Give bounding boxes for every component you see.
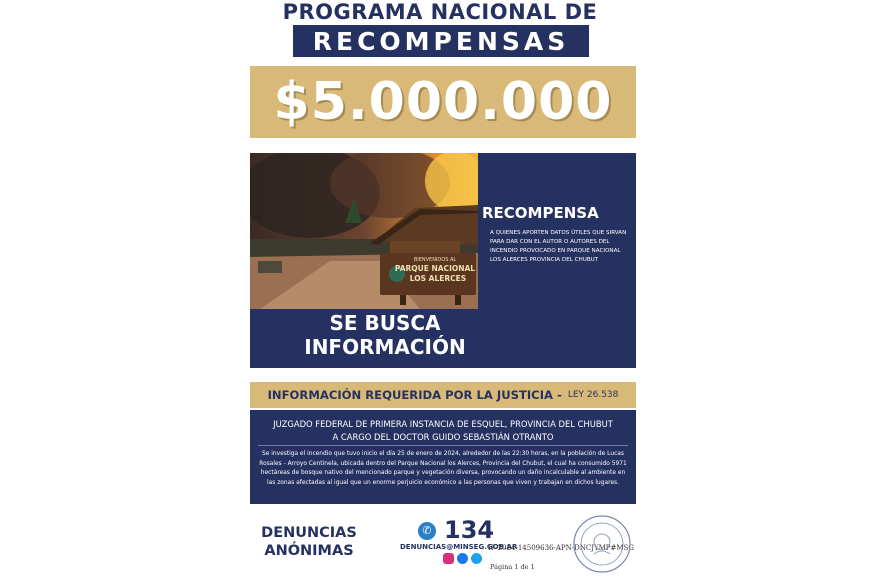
wanted-line-2: INFORMACIÓN bbox=[304, 335, 466, 359]
wanted-heading bbox=[250, 311, 520, 359]
reward-amount: $5.000.000 bbox=[273, 72, 613, 132]
program-title: PROGRAMA NACIONAL DE bbox=[282, 0, 598, 24]
document-id: IF-2024-14509636-APN-DNCJYMP#MSG bbox=[488, 544, 634, 552]
reward-heading: RECOMPENSA bbox=[482, 204, 599, 222]
program-title-rewards: RECOMPENSAS bbox=[312, 26, 570, 56]
page-number: Página 1 de 1 bbox=[490, 563, 535, 571]
wanted-line-1: SE BUSCA bbox=[329, 311, 441, 335]
sign-text-alerces: LOS ALERCES bbox=[409, 274, 467, 283]
instagram-icon[interactable] bbox=[443, 553, 454, 564]
sign-text-park: PARQUE NACIONAL bbox=[394, 264, 476, 273]
wildfire-photo bbox=[250, 153, 478, 309]
justice-requirement-label: INFORMACIÓN REQUERIDA POR LA JUSTICIA - bbox=[267, 388, 562, 402]
twitter-icon[interactable] bbox=[471, 553, 482, 564]
anonymous-reports-heading bbox=[250, 524, 368, 560]
anon-line-1: DENUNCIAS bbox=[261, 525, 357, 541]
phone-icon: ✆ bbox=[418, 522, 436, 540]
anon-line-2: ANÓNIMAS bbox=[264, 543, 354, 559]
program-title-banner bbox=[293, 25, 589, 57]
ministry-seal-icon bbox=[572, 514, 632, 574]
reward-description: A QUIENES APORTEN DATOS ÚTILES QUE SIRVAN PARA DAR CON EL AUTOR O AUTORES DEL INCENDIO PROVOCADO EN PARQUE NACIONAL LOS ALERCES PROVINCIA DEL CHUBUT bbox=[490, 230, 627, 263]
court-judge: A CARGO DEL DOCTOR GUIDO SEBASTIÁN OTRANTO bbox=[332, 432, 554, 442]
report-email[interactable]: DENUNCIAS@MINSEG.GOB.AR bbox=[400, 543, 518, 551]
court-panel bbox=[250, 410, 636, 504]
law-reference: LEY 26.538 bbox=[567, 390, 619, 400]
reward-panel bbox=[250, 153, 636, 368]
court-name: JUZGADO FEDERAL DE PRIMERA INSTANCIA DE ESQUEL, PROVINCIA DEL CHUBUT bbox=[273, 419, 613, 429]
hotline-number[interactable]: 134 bbox=[444, 516, 495, 544]
social-icons bbox=[443, 553, 483, 565]
reward-amount-band bbox=[250, 66, 636, 138]
court-divider bbox=[258, 445, 628, 446]
case-description: Se investiga el incendio que tuvo inicio el día 25 de enero de 2024, alrededor de las 22:30 horas, en la población de Lucas Rosales - Arroyo Centinela, ubicada dentro del Parque Nacional los Alerces, Provincia del Chubut, el cual ha consumido 5971 hectáreas de bosque nativo del mencionado parque y vegetación diversa, provocando un daño incalculable al ambiente en las zonas afectadas al igual que un enorme perjuicio económico a las personas que viven y trabajan en dichos lugares. bbox=[259, 451, 627, 486]
facebook-icon[interactable] bbox=[457, 553, 468, 564]
sign-text-welcome: BIENVENIDOS AL bbox=[413, 257, 457, 263]
justice-requirement-band bbox=[250, 382, 636, 408]
